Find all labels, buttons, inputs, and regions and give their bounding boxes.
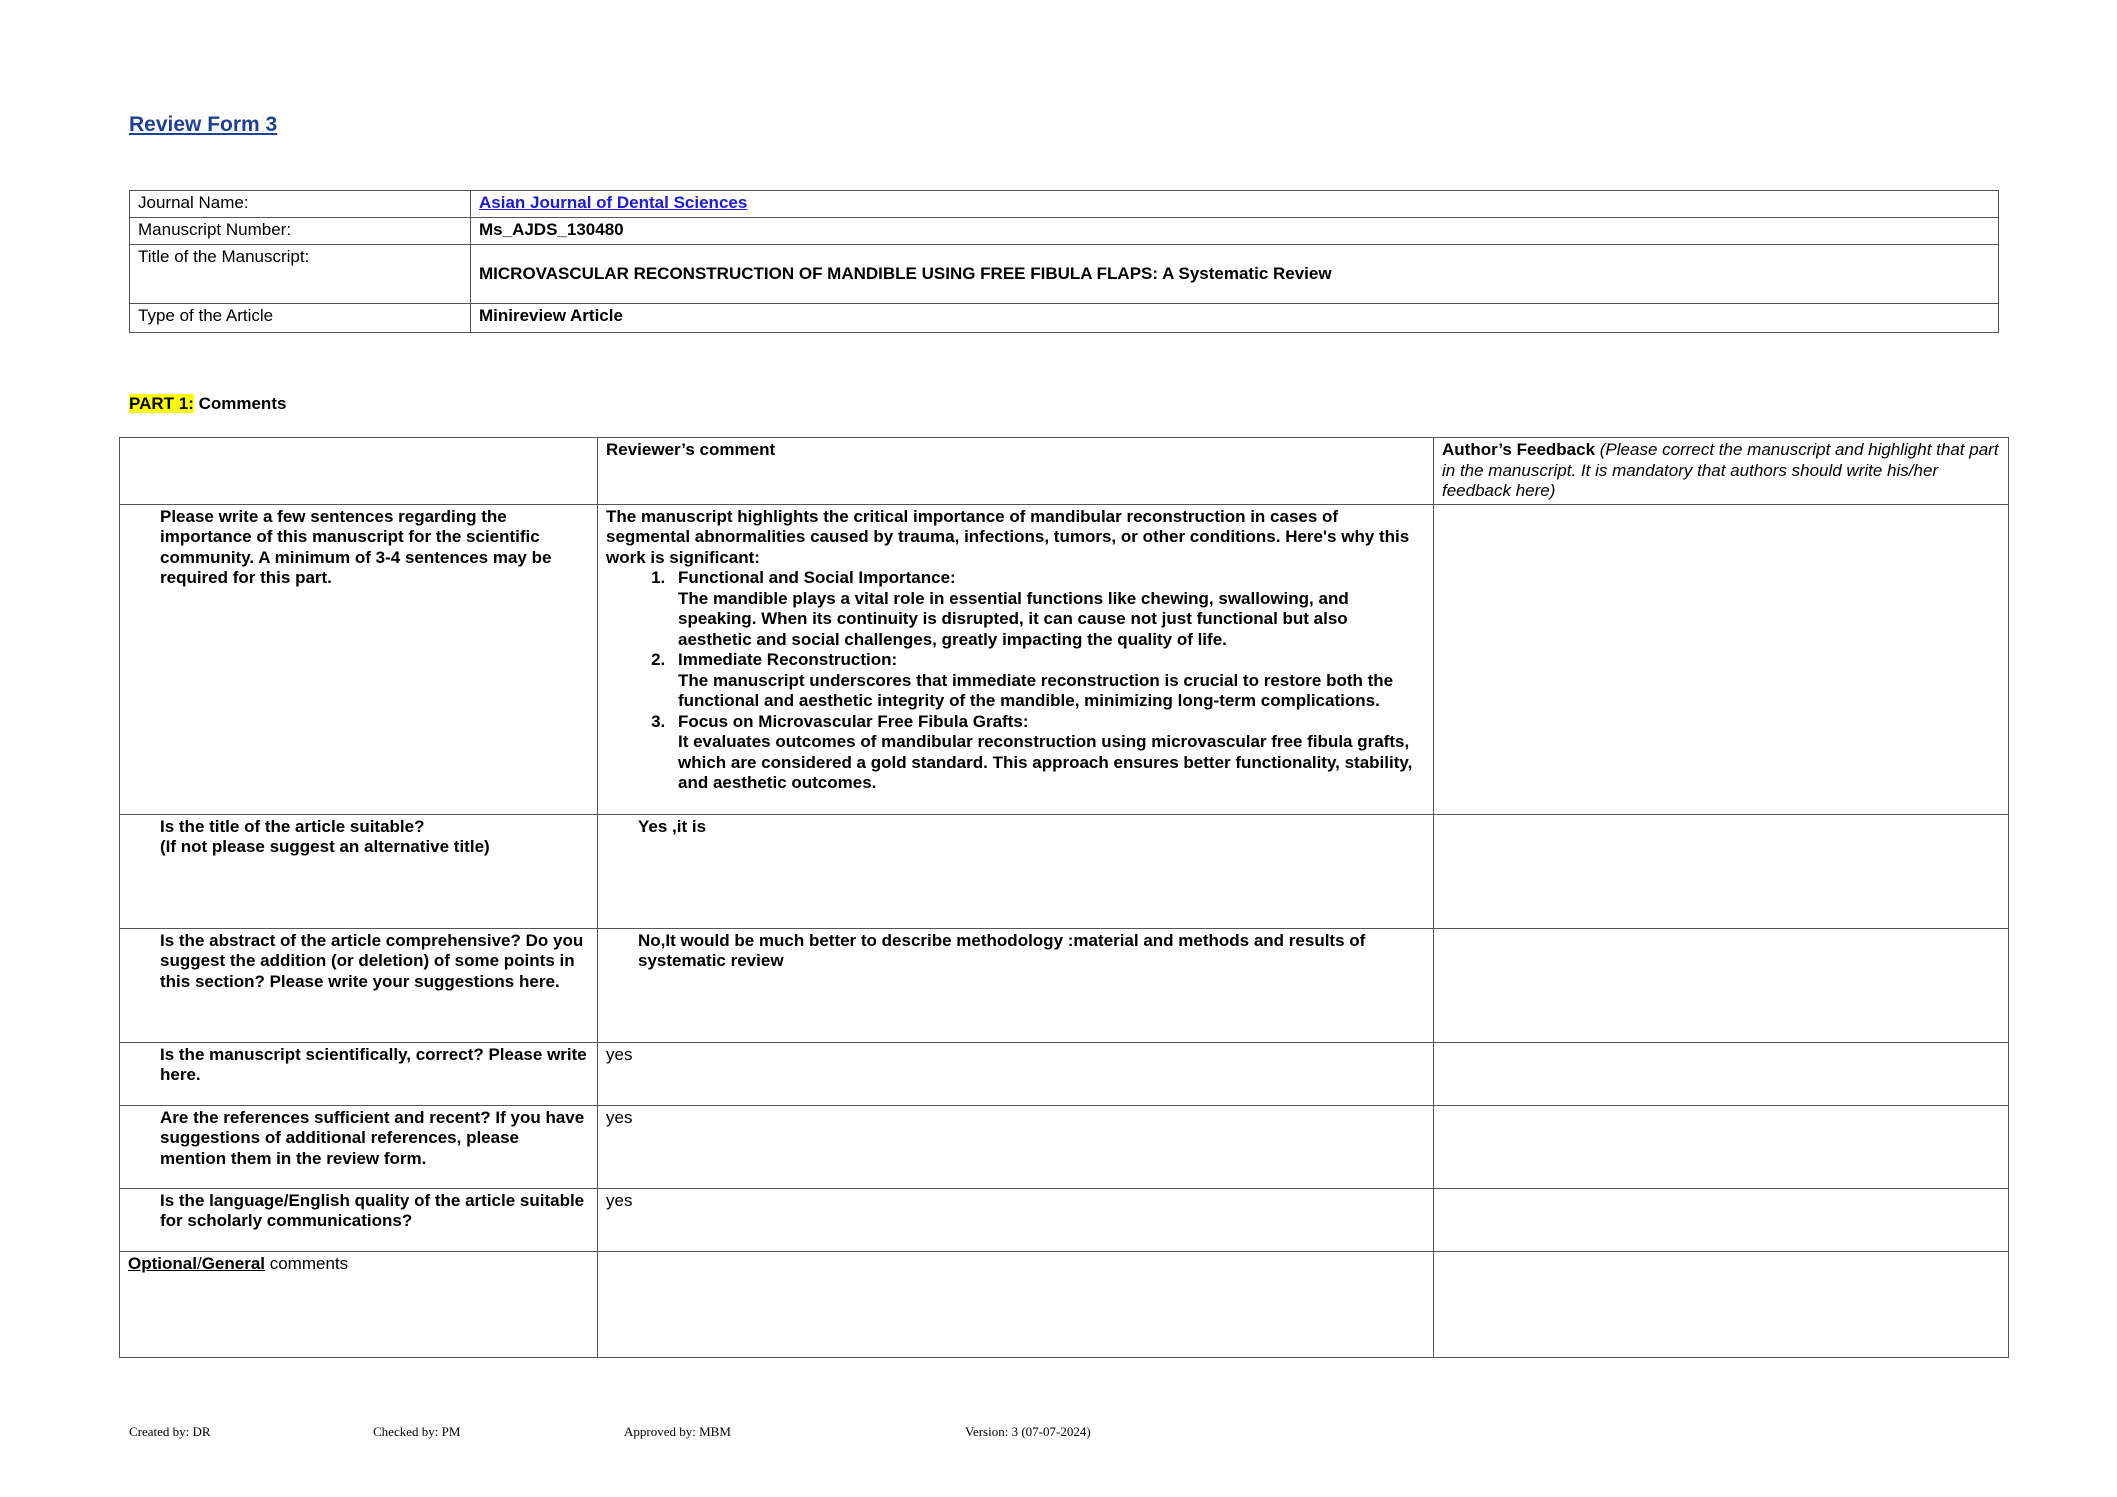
- title-label: Title of the Manuscript:: [130, 245, 471, 304]
- point-heading: 1. Functional and Social Importance:: [678, 568, 956, 587]
- reviewer-comment[interactable]: yes: [598, 1042, 1434, 1105]
- reviewer-comment[interactable]: yes: [598, 1188, 1434, 1251]
- point-text: The manuscript underscores that immediate reconstruction is crucial to restore both the functional and aesthetic integrity of the mandible, minimizing long-term complications.: [678, 670, 1394, 710]
- optional-word: Optional: [128, 1253, 197, 1273]
- table-row: [120, 928, 2009, 1042]
- comments-table: [119, 437, 2009, 1358]
- footer-checked: Checked by: PM: [373, 1424, 461, 1439]
- table-row: [120, 814, 2009, 928]
- question: Please write a few sentences regarding the importance of this manuscript for the scientific community. A minimum of 3-4 sentences may be required for this part.: [120, 504, 598, 814]
- part-text: Comments: [193, 394, 287, 413]
- type-value: Minireview Article: [471, 304, 1999, 333]
- table-row: [120, 1251, 2009, 1357]
- reviewer-header: Reviewer’s comment: [598, 438, 1434, 505]
- manuscript-info-table: [129, 190, 1999, 333]
- ms-label: Manuscript Number:: [130, 218, 471, 245]
- footer-approved: Approved by: MBM: [624, 1424, 731, 1439]
- author-feedback-cell[interactable]: [1434, 1105, 2009, 1188]
- point-heading: 2. Immediate Reconstruction:: [678, 650, 898, 669]
- question: Is the manuscript scientifically, correct? Please write here.: [120, 1042, 598, 1105]
- question: Are the references sufficient and recent? If you have suggestions of additional references, please mention them in the review form.: [120, 1105, 598, 1188]
- reviewer-comment[interactable]: [598, 814, 1434, 928]
- answer-text: Yes ,it is: [638, 816, 707, 836]
- journal-label: Journal Name:: [130, 191, 471, 218]
- optional-reviewer-comment[interactable]: [598, 1251, 1434, 1357]
- list-item: [670, 568, 1425, 650]
- journal-link[interactable]: Asian Journal of Dental Sciences: [479, 193, 748, 212]
- table-row: [120, 504, 2009, 814]
- empty-header: [120, 438, 598, 505]
- point-heading: 3. Focus on Microvascular Free Fibula Grafts:: [678, 711, 1029, 731]
- answer-text: No,It would be much better to describe methodology :material and methods and results of systematic review: [638, 930, 1366, 970]
- author-header-bold: Author’s Feedback: [1442, 440, 1596, 459]
- title-value: MICROVASCULAR RECONSTRUCTION OF MANDIBLE USING FREE FIBULA FLAPS: A Systematic Review: [471, 245, 1999, 304]
- footer-version: Version: 3 (07-07-2024): [965, 1424, 1091, 1439]
- reviewer-comment[interactable]: yes: [598, 1105, 1434, 1188]
- comments-word: comments: [265, 1253, 349, 1273]
- list-item: [670, 650, 1425, 712]
- question: Is the title of the article suitable? (If not please suggest an alternative title): [120, 814, 598, 928]
- author-feedback-cell[interactable]: [1434, 504, 2009, 814]
- part-heading: [129, 394, 286, 414]
- part-label: PART 1:: [129, 394, 194, 413]
- author-feedback-cell[interactable]: [1434, 1042, 2009, 1105]
- author-header: [1434, 438, 2009, 505]
- question: Is the language/English quality of the article suitable for scholarly communications?: [120, 1188, 598, 1251]
- general-word: General: [201, 1253, 265, 1273]
- optional-sep: /: [196, 1253, 202, 1273]
- point-text: It evaluates outcomes of mandibular reconstruction using microvascular free fibula grafts, which are considered a gold standard. This approach ensures better functionality, stability, and aesthetic outcomes.: [678, 732, 1413, 792]
- author-feedback-cell[interactable]: [1434, 1188, 2009, 1251]
- list-item: [670, 712, 1425, 794]
- reviewer-comment[interactable]: [598, 928, 1434, 1042]
- table-row: [120, 1105, 2009, 1188]
- reviewer-comment[interactable]: [598, 504, 1434, 814]
- footer-created: Created by: DR: [129, 1424, 211, 1439]
- comment-intro: The manuscript highlights the critical importance of mandibular reconstruction in cases of segmental abnormalities caused by trauma, infections, tumors, or other conditions. Here's why this work is significant:: [606, 506, 1410, 567]
- optional-author-feedback[interactable]: [1434, 1251, 2009, 1357]
- author-feedback-cell[interactable]: [1434, 928, 2009, 1042]
- comment-points: [606, 568, 1425, 794]
- table-row: [120, 1042, 2009, 1105]
- form-title: Review Form 3: [129, 113, 278, 136]
- point-text: The mandible plays a vital role in essential functions like chewing, swallowing, and speaking. When its continuity is disrupted, it can cause not just functional but also aesthetic and social challenges, greatly impacting the quality of life.: [678, 588, 1349, 649]
- author-header-note: (Please correct the manuscript and highlight that part in the manuscript. It is mandatory that authors should write his/her feedback here): [1442, 440, 1999, 500]
- ms-value: Ms_AJDS_130480: [471, 218, 1999, 245]
- author-feedback-cell[interactable]: [1434, 814, 2009, 928]
- optional-comments-label: [120, 1251, 598, 1357]
- question: Is the abstract of the article comprehensive? Do you suggest the addition (or deletion) of some points in this section? Please write your suggestions here.: [120, 928, 598, 1042]
- type-label: Type of the Article: [130, 304, 471, 333]
- table-row: [120, 1188, 2009, 1251]
